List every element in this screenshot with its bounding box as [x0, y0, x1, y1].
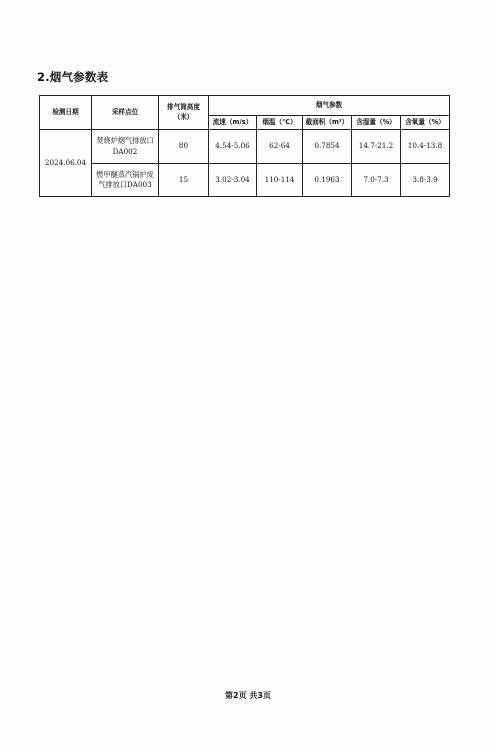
- header-date: 检测日期: [40, 96, 92, 130]
- cell-cross-section-area: 0.7854: [303, 130, 352, 164]
- cell-oxygen: 10.4-13.8: [401, 130, 450, 164]
- cell-site-line2: DA002: [112, 146, 138, 156]
- header-moisture: 含湿量（%）: [352, 116, 401, 130]
- section-title: 2.烟气参数表: [37, 70, 109, 84]
- header-sampling-site: 采样点位: [92, 96, 159, 130]
- cell-oxygen: 3.8-3.9: [401, 164, 450, 197]
- cell-site-line2: 气排放口DA003: [98, 180, 152, 189]
- cell-stack-height: 80: [159, 130, 209, 164]
- table-row: [40, 164, 450, 197]
- header-temperature: 烟温（℃）: [257, 116, 303, 130]
- table-header-row: [40, 96, 450, 116]
- header-stack-height-line2: （米）: [173, 112, 194, 121]
- cell-site-line1: 燃甲醚蒸汽锅炉废: [96, 169, 154, 179]
- cell-velocity: 3.02-3.04: [209, 164, 257, 197]
- header-velocity: 流速（m/s）: [209, 116, 257, 130]
- cell-site-line1: 焚烧炉烟气排放口: [96, 136, 154, 146]
- cell-moisture: 7.0-7.3: [352, 164, 401, 197]
- cell-date: 2024.06.04: [40, 130, 92, 197]
- cell-stack-height: 15: [159, 164, 209, 197]
- cell-moisture: 14.7-21.2: [352, 130, 401, 164]
- header-stack-height-line1: 排气筒高度: [167, 102, 200, 111]
- page-number: 第2页 共3页: [225, 691, 271, 700]
- cell-temperature: 62-64: [257, 130, 303, 164]
- cell-velocity: 4.54-5.06: [209, 130, 257, 164]
- cell-sampling-site: [92, 164, 159, 197]
- cell-cross-section-area: 0.1963: [303, 164, 352, 197]
- table-row: [40, 130, 450, 164]
- cell-sampling-site: [92, 130, 159, 164]
- header-oxygen: 含氧量（%）: [401, 116, 450, 130]
- cell-temperature: 110-114: [257, 164, 303, 197]
- header-stack-height: [159, 96, 209, 130]
- flue-gas-parameter-table: [39, 95, 450, 197]
- header-cross-section-area: 截面积（m²）: [303, 116, 352, 130]
- header-flue-gas-parameters: 烟气参数: [209, 96, 450, 116]
